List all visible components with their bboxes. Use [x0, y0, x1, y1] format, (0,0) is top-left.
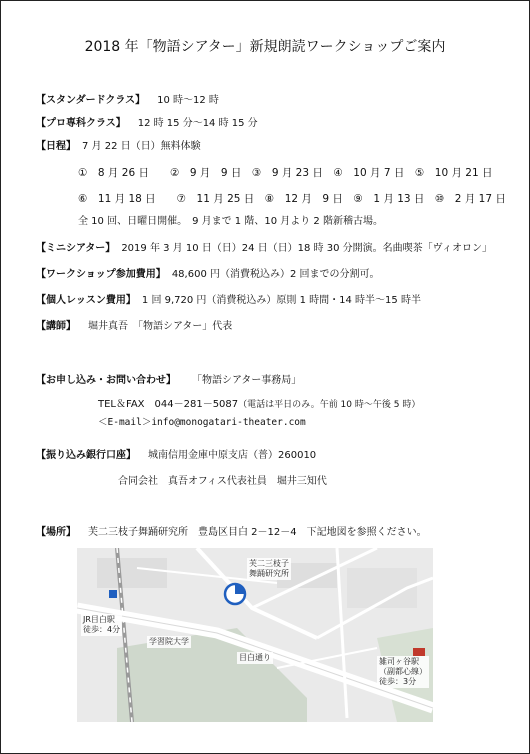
lesson-label: 【個人レッスン費用】 [36, 295, 136, 306]
teacher-label: 【講師】 [36, 321, 76, 332]
pro-class-label: 【プロ専科クラス】 [36, 118, 126, 129]
fee-row [36, 268, 380, 282]
bank-label: 【振り込み銀行口座】 [36, 450, 136, 461]
bank-row [36, 449, 316, 463]
contact-tel: TEL＆FAX 044－281－5087 [98, 399, 239, 410]
lesson-row [36, 294, 421, 308]
pro-class-row [36, 117, 258, 131]
lesson-value: 1 回 9,720 円（消費税込み）原則 1 時間・14 時半～15 時半 [141, 295, 421, 306]
place-label: 【場所】 [36, 527, 76, 538]
contact-tel-row [98, 398, 420, 412]
mini-theater-row [36, 242, 492, 256]
schedule-row [36, 140, 201, 154]
standard-class-label: 【スタンダードクラス】 [36, 95, 146, 106]
schedule-label: 【日程】 [36, 141, 76, 152]
pro-class-time: 12 時 15 分～14 時 15 分 [137, 118, 258, 129]
map-mejiro-station-label: JR目白駅 徒歩：4分 [83, 615, 121, 634]
map-street-label: 目白通り [239, 653, 271, 662]
teacher-row [36, 320, 232, 334]
place-address: 芙二三枝子舞踊研究所 豊島区目白 2－12－4 下記地図を参照ください。 [88, 527, 427, 538]
contact-tel-note: （電話は平日のみ。午前 10 時～午後 5 時） [238, 400, 421, 410]
map-zoshigaya-station-label: 雑司ヶ谷駅 （副都心線） 徒歩：3分 [379, 657, 427, 686]
mini-theater-info: 2019 年 3 月 10 日（日）24 日（日）18 時 30 分開演。名曲喫茶「ヴィオロン」 [121, 243, 493, 254]
page-title: 2018 年「物語シアター」新規朗読ワークショップご案内 [84, 39, 446, 55]
place-row [36, 526, 427, 540]
map-university-label: 学習院大学 [149, 637, 189, 646]
standard-class-time: 10 時～12 時 [157, 95, 219, 106]
fee-label: 【ワークショップ参加費用】 [36, 269, 166, 280]
standard-class-row [36, 94, 219, 108]
contact-office: 「物語シアター事務局」 [192, 375, 302, 386]
contact-row [36, 374, 301, 388]
schedule-dates-2: ⑥ 11 月 18 日 ⑦ 11 月 25 日 ⑧ 12 月 9 日 ⑨ 1 月 13 日 ⑩ 2 月 17 日 [78, 193, 506, 205]
contact-email[interactable]: ＜E-mail＞info@monogatari-theater.com [98, 417, 306, 428]
teacher-value: 堀井真吾 「物語シアター」代表 [88, 321, 233, 332]
schedule-note: 全 10 回、日曜日開催。 9 月まで 1 階、10 月より 2 階新稽古場。 [78, 216, 383, 227]
schedule-trial: 7 月 22 日（日）無料体験 [82, 141, 201, 152]
map-studio-label: 芙二三枝子 舞踊研究所 [249, 559, 289, 578]
schedule-dates-1: ① 8 月 26 日 ② 9 月 9 日 ③ 9 月 23 日 ④ 10 月 7 日 ⑤ 10 月 21 日 [78, 167, 493, 179]
bank-account: 城南信用金庫中原支店（普）260010 [148, 450, 317, 461]
mini-theater-label: 【ミニシアター】 [36, 243, 116, 254]
bank-holder: 合同会社 真吾オフィス代表社員 堀井三知代 [118, 476, 327, 487]
contact-label: 【お申し込み・お問い合わせ】 [36, 375, 176, 386]
location-map[interactable] [77, 548, 433, 722]
fee-value: 48,600 円（消費税込み）2 回までの分割可。 [171, 269, 380, 280]
